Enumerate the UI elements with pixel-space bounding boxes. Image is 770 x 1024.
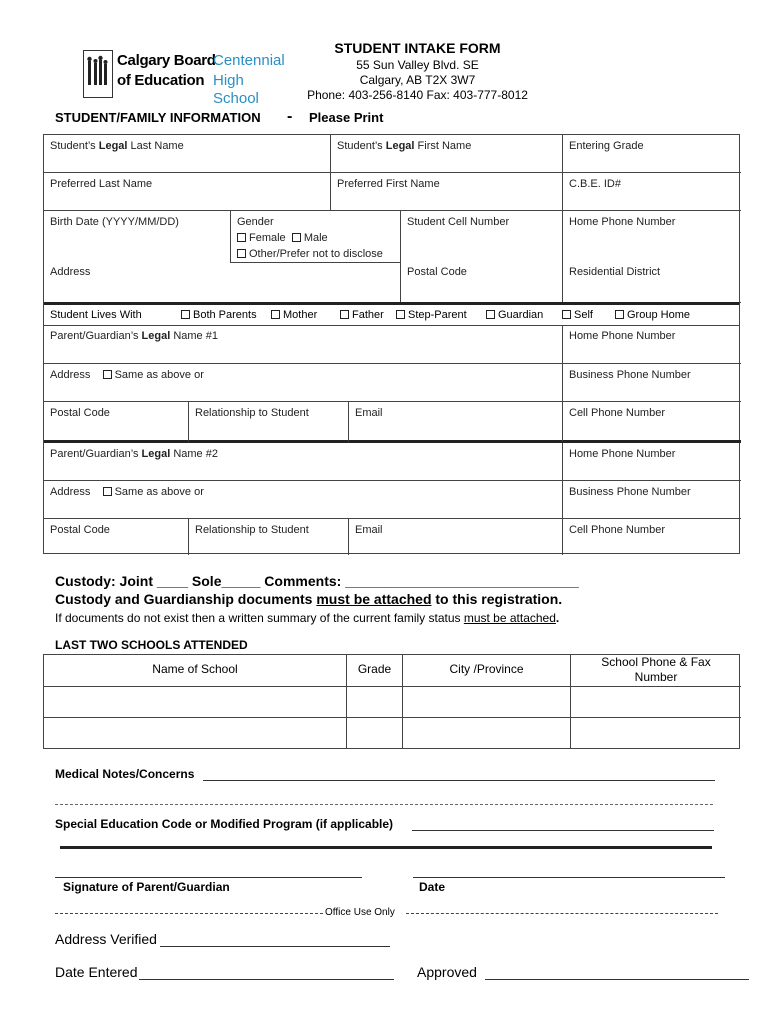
preferred-first-name-field[interactable] bbox=[331, 173, 563, 211]
male-label: Male bbox=[303, 232, 328, 244]
school-row1-name[interactable] bbox=[44, 687, 347, 718]
section-title: STUDENT/FAMILY INFORMATION bbox=[55, 110, 261, 125]
note-text: Custody and Guardianship documents bbox=[55, 591, 317, 607]
residential-district-field[interactable] bbox=[563, 263, 741, 303]
school-row2-name[interactable] bbox=[44, 718, 347, 748]
label-text: Same as above or bbox=[114, 486, 204, 498]
label-bold: Legal bbox=[141, 448, 171, 460]
mother-checkbox[interactable] bbox=[271, 310, 280, 319]
note-underline: must be attached bbox=[316, 591, 432, 607]
guardian2-business-phone-field[interactable] bbox=[563, 481, 741, 519]
other-gender-label: Other/Prefer not to disclose bbox=[249, 248, 383, 260]
guardian1-home-phone-field[interactable] bbox=[563, 325, 741, 364]
option-label: Mother bbox=[283, 309, 318, 321]
label-text: Address bbox=[50, 486, 91, 498]
guardian1-business-phone-field[interactable] bbox=[563, 364, 741, 402]
office-use-label: Office Use Only bbox=[325, 907, 395, 918]
label-text: Preferred Last Name bbox=[50, 178, 153, 190]
label-text: Name #1 bbox=[170, 330, 218, 342]
label-text: Preferred First Name bbox=[337, 178, 440, 190]
lives-with-label: Student Lives With bbox=[50, 309, 142, 321]
guardian2-name-field[interactable] bbox=[44, 443, 563, 481]
student-family-grid bbox=[43, 134, 740, 554]
gender-label: Gender bbox=[237, 216, 274, 228]
option-label: Self bbox=[574, 309, 593, 321]
label-text: Student’s bbox=[50, 140, 99, 152]
label-text: Cell Phone Number bbox=[569, 407, 665, 419]
date-entered-label: Date Entered bbox=[55, 964, 138, 980]
label-bold: Legal bbox=[141, 330, 171, 342]
school-row1-grade[interactable] bbox=[347, 687, 403, 718]
logo-school-line1: Centennial bbox=[213, 52, 285, 69]
cbe-logo bbox=[83, 50, 285, 107]
male-checkbox[interactable] bbox=[292, 233, 301, 242]
special-ed-label: Special Education Code or Modified Program (if applicable) bbox=[55, 817, 394, 831]
please-print-note: Please Print bbox=[309, 110, 384, 125]
guardian2-cell-field[interactable] bbox=[563, 519, 741, 555]
custody-line: Custody: Joint ____ Sole_____ Comments: ______________________________ bbox=[55, 573, 579, 589]
divider bbox=[44, 302, 739, 305]
legal-last-name-field[interactable] bbox=[44, 135, 331, 173]
logo-text-line1: Calgary Board bbox=[117, 52, 216, 69]
guardian2-address-field[interactable] bbox=[44, 481, 563, 519]
legal-first-name-field[interactable] bbox=[331, 135, 563, 173]
group-home-checkbox[interactable] bbox=[615, 310, 624, 319]
custody-attach-note bbox=[55, 591, 562, 607]
date-line[interactable] bbox=[413, 877, 725, 878]
medical-line-2[interactable] bbox=[55, 804, 713, 805]
option-label: Father bbox=[352, 309, 384, 321]
label-text: First Name bbox=[414, 140, 472, 152]
gender-field bbox=[231, 211, 401, 263]
schools-header-city: City /Province bbox=[403, 655, 571, 687]
guardian2-postal-field[interactable] bbox=[44, 519, 189, 555]
label-text: Name #2 bbox=[170, 448, 218, 460]
guardian2-same-checkbox[interactable] bbox=[103, 487, 112, 496]
note-text: . bbox=[555, 611, 560, 625]
label-text: Business Phone Number bbox=[569, 486, 691, 498]
custody-summary-note bbox=[55, 611, 559, 625]
signature-line[interactable] bbox=[55, 877, 362, 878]
birth-date-field[interactable] bbox=[44, 211, 231, 263]
logo-figures-icon bbox=[83, 50, 113, 98]
label-text: Last Name bbox=[127, 140, 184, 152]
both-parents-checkbox[interactable] bbox=[181, 310, 190, 319]
guardian1-cell-field[interactable] bbox=[563, 402, 741, 443]
label-text: Same as above or bbox=[114, 369, 204, 381]
label-text: Postal Code bbox=[50, 524, 110, 536]
logo-school-line2: High School bbox=[213, 72, 259, 107]
entering-grade-field[interactable] bbox=[563, 135, 741, 173]
schools-header-name: Name of School bbox=[44, 655, 347, 687]
guardian1-same-checkbox[interactable] bbox=[103, 370, 112, 379]
note-text: to this registration. bbox=[431, 591, 563, 607]
female-label: Female bbox=[249, 232, 286, 244]
guardian1-email-field[interactable] bbox=[349, 402, 563, 443]
schools-table bbox=[43, 654, 740, 749]
school-address-line2: Calgary, AB T2X 3W7 bbox=[359, 73, 476, 87]
option-label: Group Home bbox=[627, 309, 690, 321]
label-text: Entering Grade bbox=[569, 140, 644, 152]
cbe-id-field[interactable] bbox=[563, 173, 741, 211]
option-label: Guardian bbox=[498, 309, 544, 321]
note-underline: must be attached bbox=[463, 611, 556, 625]
label-text: Student’s bbox=[337, 140, 386, 152]
office-divider-right bbox=[406, 913, 718, 914]
schools-title: LAST TWO SCHOOLS ATTENDED bbox=[55, 638, 248, 652]
label-text: Parent/Guardian’s bbox=[50, 330, 142, 342]
label-text: Home Phone Number bbox=[569, 216, 676, 228]
address-verified-line[interactable] bbox=[160, 946, 390, 947]
preferred-last-name-field[interactable] bbox=[44, 173, 331, 211]
date-entered-line[interactable] bbox=[139, 979, 394, 980]
school-phone: Phone: 403-256-8140 Fax: 403-777-8012 bbox=[307, 88, 528, 102]
student-home-phone-field[interactable] bbox=[563, 211, 741, 263]
guardian2-home-phone-field[interactable] bbox=[563, 443, 741, 481]
school-row2-grade[interactable] bbox=[347, 718, 403, 748]
label-text: Address bbox=[50, 266, 91, 278]
approved-label: Approved bbox=[417, 964, 477, 980]
label-text: Business Phone Number bbox=[569, 369, 691, 381]
approved-line[interactable] bbox=[485, 979, 749, 980]
school-row1-city[interactable] bbox=[403, 687, 571, 718]
label-text: Home Phone Number bbox=[569, 448, 676, 460]
other-gender-checkbox[interactable] bbox=[237, 249, 246, 258]
label-text: Relationship to Student bbox=[195, 407, 309, 419]
schools-header-grade: Grade bbox=[347, 655, 403, 687]
student-address-field[interactable] bbox=[44, 263, 401, 303]
label-text: Relationship to Student bbox=[195, 524, 309, 536]
note-text: If documents do not exist then a written summary of the current family status bbox=[55, 611, 464, 625]
address-verified-label: Address Verified bbox=[55, 931, 157, 947]
label-text: Email bbox=[355, 407, 383, 419]
label-text: Email bbox=[355, 524, 383, 536]
school-row2-phone[interactable] bbox=[571, 718, 741, 748]
student-postal-field[interactable] bbox=[401, 263, 563, 303]
label-text: Residential District bbox=[569, 266, 661, 278]
option-label: Step-Parent bbox=[408, 309, 467, 321]
guardian2-email-field[interactable] bbox=[349, 519, 563, 555]
signature-label: Signature of Parent/Guardian bbox=[63, 880, 230, 894]
school-address-line1: 55 Sun Valley Blvd. SE bbox=[356, 58, 479, 72]
date-label: Date bbox=[419, 880, 446, 894]
label-text: Address bbox=[50, 369, 91, 381]
step-parent-checkbox[interactable] bbox=[396, 310, 405, 319]
divider bbox=[60, 846, 712, 849]
option-label: Both Parents bbox=[193, 309, 257, 321]
female-checkbox[interactable] bbox=[237, 233, 246, 242]
label-text: Cell Phone Number bbox=[569, 524, 665, 536]
guardian-checkbox[interactable] bbox=[486, 310, 495, 319]
label-text: Student Cell Number bbox=[407, 216, 510, 228]
label-text: Parent/Guardian’s bbox=[50, 448, 142, 460]
label-text: Home Phone Number bbox=[569, 330, 676, 342]
logo-text-line2: of Education bbox=[117, 72, 205, 89]
office-divider-left bbox=[55, 913, 323, 914]
guardian1-postal-field[interactable] bbox=[44, 402, 189, 443]
medical-label: Medical Notes/Concerns bbox=[55, 767, 195, 781]
guardian1-relationship-field[interactable] bbox=[189, 402, 349, 443]
guardian2-relationship-field[interactable] bbox=[189, 519, 349, 555]
student-cell-field[interactable] bbox=[401, 211, 563, 263]
label-bold: Legal bbox=[98, 140, 128, 152]
label-text: C.B.E. ID# bbox=[569, 178, 621, 190]
school-row1-phone[interactable] bbox=[571, 687, 741, 718]
father-checkbox[interactable] bbox=[340, 310, 349, 319]
label-bold: Legal bbox=[385, 140, 415, 152]
label-text: Postal Code bbox=[50, 407, 110, 419]
section-dash: - bbox=[287, 108, 293, 125]
form-title: STUDENT INTAKE FORM bbox=[334, 40, 501, 56]
schools-header-phone: School Phone & Fax Number bbox=[571, 655, 741, 687]
label-text: Postal Code bbox=[407, 266, 467, 278]
self-checkbox[interactable] bbox=[562, 310, 571, 319]
guardian1-name-field[interactable] bbox=[44, 325, 563, 364]
school-row2-city[interactable] bbox=[403, 718, 571, 748]
label-text: Birth Date (YYYY/MM/DD) bbox=[50, 216, 179, 228]
medical-line[interactable] bbox=[203, 780, 715, 781]
special-ed-line[interactable] bbox=[412, 830, 714, 831]
guardian1-address-field[interactable] bbox=[44, 364, 563, 402]
